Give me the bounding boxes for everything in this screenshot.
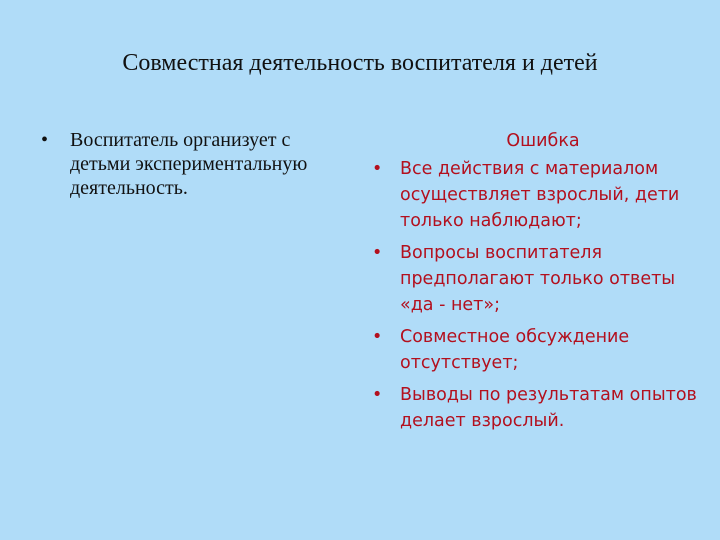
list-item xyxy=(38,128,348,200)
bullet-icon: • xyxy=(372,159,383,179)
list-item xyxy=(370,156,700,234)
list-item xyxy=(370,240,700,318)
list-item-text: Воспитатель организует с детьми экспериментальную деятельность. xyxy=(70,129,308,199)
bullet-icon: • xyxy=(372,243,383,263)
list-item-text: Совместное обсуждение отсутствует; xyxy=(400,327,630,373)
list-item-text: Вопросы воспитателя предполагают только ответы «да - нет»; xyxy=(400,243,676,315)
list-item-text: Все действия с материалом осуществляет взрослый, дети только наблюдают; xyxy=(400,159,680,231)
bullet-icon: • xyxy=(41,129,49,151)
list-item xyxy=(370,324,700,376)
bullet-icon: • xyxy=(372,327,383,347)
slide-title: Совместная деятельность воспитателя и детей xyxy=(122,50,598,76)
left-column xyxy=(38,128,348,200)
right-column xyxy=(370,128,700,440)
list-item xyxy=(370,382,700,434)
list-item-text: Выводы по результатам опытов делает взрослый. xyxy=(400,385,697,431)
left-bullet-list xyxy=(38,128,348,200)
right-bullet-list xyxy=(370,156,700,434)
bullet-icon: • xyxy=(372,385,383,405)
column-heading: Ошибка xyxy=(506,131,580,151)
